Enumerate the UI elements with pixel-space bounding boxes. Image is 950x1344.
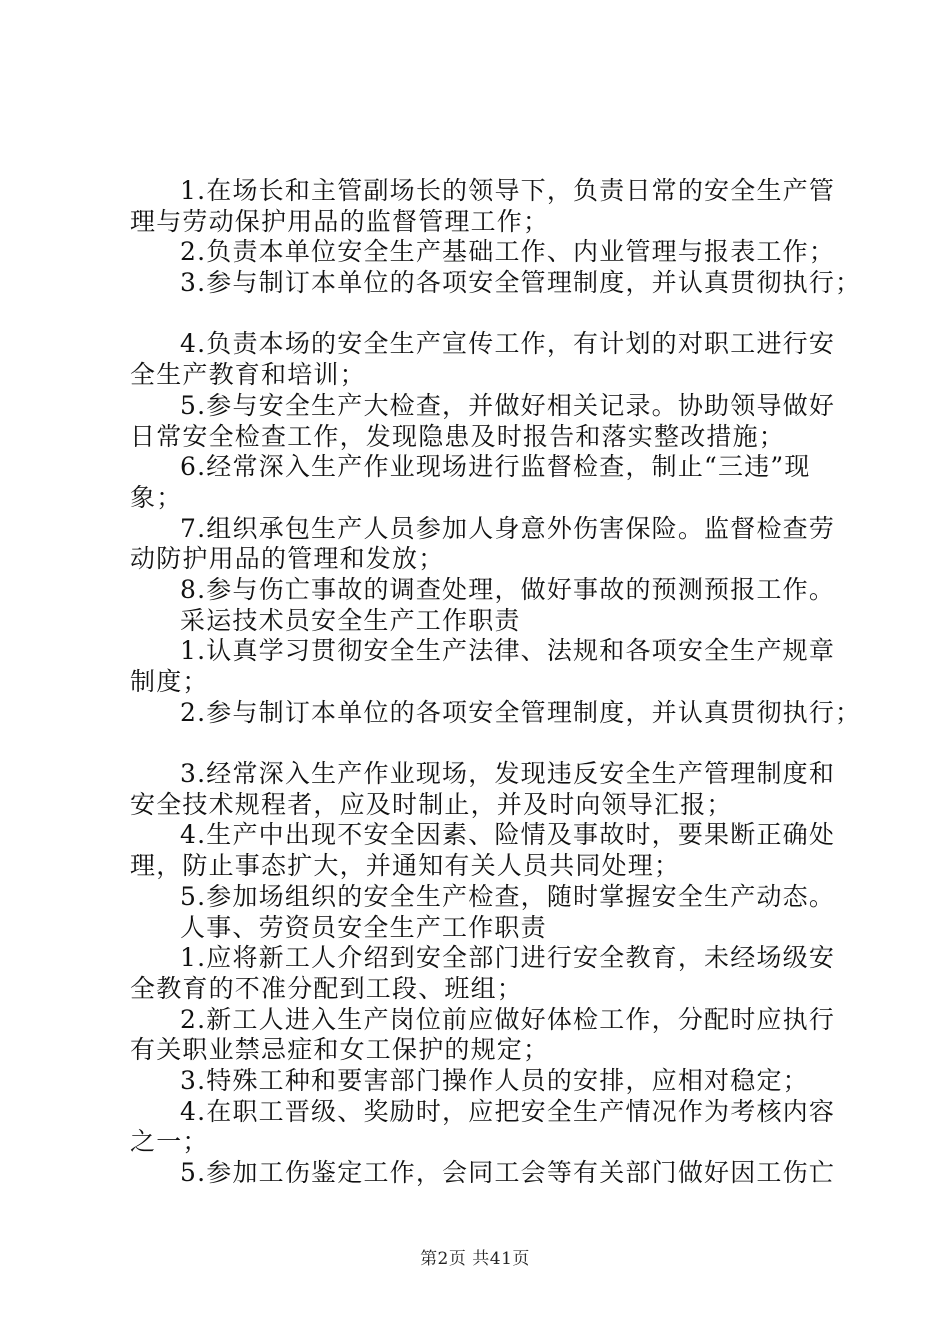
paragraph-line: 理与劳动保护用品的监督管理工作； xyxy=(130,206,550,236)
paragraph-gap xyxy=(130,299,850,330)
paragraph-line: 全生产教育和培训； xyxy=(130,360,366,390)
paragraph-line: 1.应将新工人介绍到安全部门进行安全教育，未经场级安 xyxy=(180,943,836,973)
paragraph-line: 2.参与制订本单位的各项安全管理制度，并认真贯彻执行； xyxy=(180,697,862,727)
paragraph-line: 全教育的不准分配到工段、班组； xyxy=(130,973,524,1003)
paragraph-line: 5.参与安全生产大检查，并做好相关记录。协助领导做好 xyxy=(180,390,836,420)
paragraph-line: 3.经常深入生产作业现场，发现违反安全生产管理制度和 xyxy=(180,759,836,789)
paragraph-line: 有关职业禁忌症和女工保护的规定； xyxy=(130,1035,550,1065)
paragraph-line: 5.参加工伤鉴定工作，会同工会等有关部门做好因工伤亡 xyxy=(180,1158,836,1187)
paragraph-line: 制度； xyxy=(130,667,209,696)
paragraph-line: 理，防止事态扩大，并通知有关人员共同处理； xyxy=(130,851,681,881)
paragraph-line: 3.参与制订本单位的各项安全管理制度，并认真贯彻执行； xyxy=(180,268,862,298)
paragraph-line: 4.生产中出现不安全因素、险情及事故时，要果断正确处 xyxy=(180,820,836,850)
section-heading: 人事、劳资员安全生产工作职责 xyxy=(180,912,547,942)
paragraph-line: 4.负责本场的安全生产宣传工作，有计划的对职工进行安 xyxy=(180,329,836,359)
paragraph-line: 5.参加场组织的安全生产检查，随时掌握安全生产动态。 xyxy=(180,881,836,911)
paragraph-line: 安全技术规程者，应及时制止，并及时向领导汇报； xyxy=(130,789,733,819)
section-heading: 采运技术员安全生产工作职责 xyxy=(180,605,521,635)
paragraph-line: 7.组织承包生产人员参加人身意外伤害保险。监督检查劳 xyxy=(180,513,836,543)
document-body xyxy=(130,176,862,1189)
paragraph-line: 之一； xyxy=(130,1127,209,1157)
paragraph-line: 象； xyxy=(130,482,183,512)
paragraph-line: 8.参与伤亡事故的调查处理，做好事故的预测预报工作。 xyxy=(180,574,836,604)
paragraph-line: 2.负责本单位安全生产基础工作、内业管理与报表工作； xyxy=(180,237,836,267)
paragraph-gap xyxy=(130,728,850,759)
paragraph-line: 1.认真学习贯彻安全生产法律、法规和各项安全生产规章 xyxy=(180,636,836,666)
page-number-footer: 第2页 共41页 xyxy=(420,1249,530,1269)
paragraph-line: 3.特殊工种和要害部门操作人员的安排，应相对稳定； xyxy=(180,1065,809,1095)
paragraph-line: 6.经常深入生产作业现场进行监督检查，制止“三违”现 xyxy=(180,452,811,482)
paragraph-line: 动防护用品的管理和发放； xyxy=(130,544,445,574)
paragraph-line: 4.在职工晋级、奖励时，应把安全生产情况作为考核内容 xyxy=(180,1096,836,1126)
paragraph-line: 日常安全检查工作，发现隐患及时报告和落实整改措施； xyxy=(130,421,786,451)
paragraph-line: 2.新工人进入生产岗位前应做好体检工作，分配时应执行 xyxy=(180,1004,836,1034)
paragraph-line: 1.在场长和主管副场长的领导下，负责日常的安全生产管 xyxy=(180,176,836,205)
